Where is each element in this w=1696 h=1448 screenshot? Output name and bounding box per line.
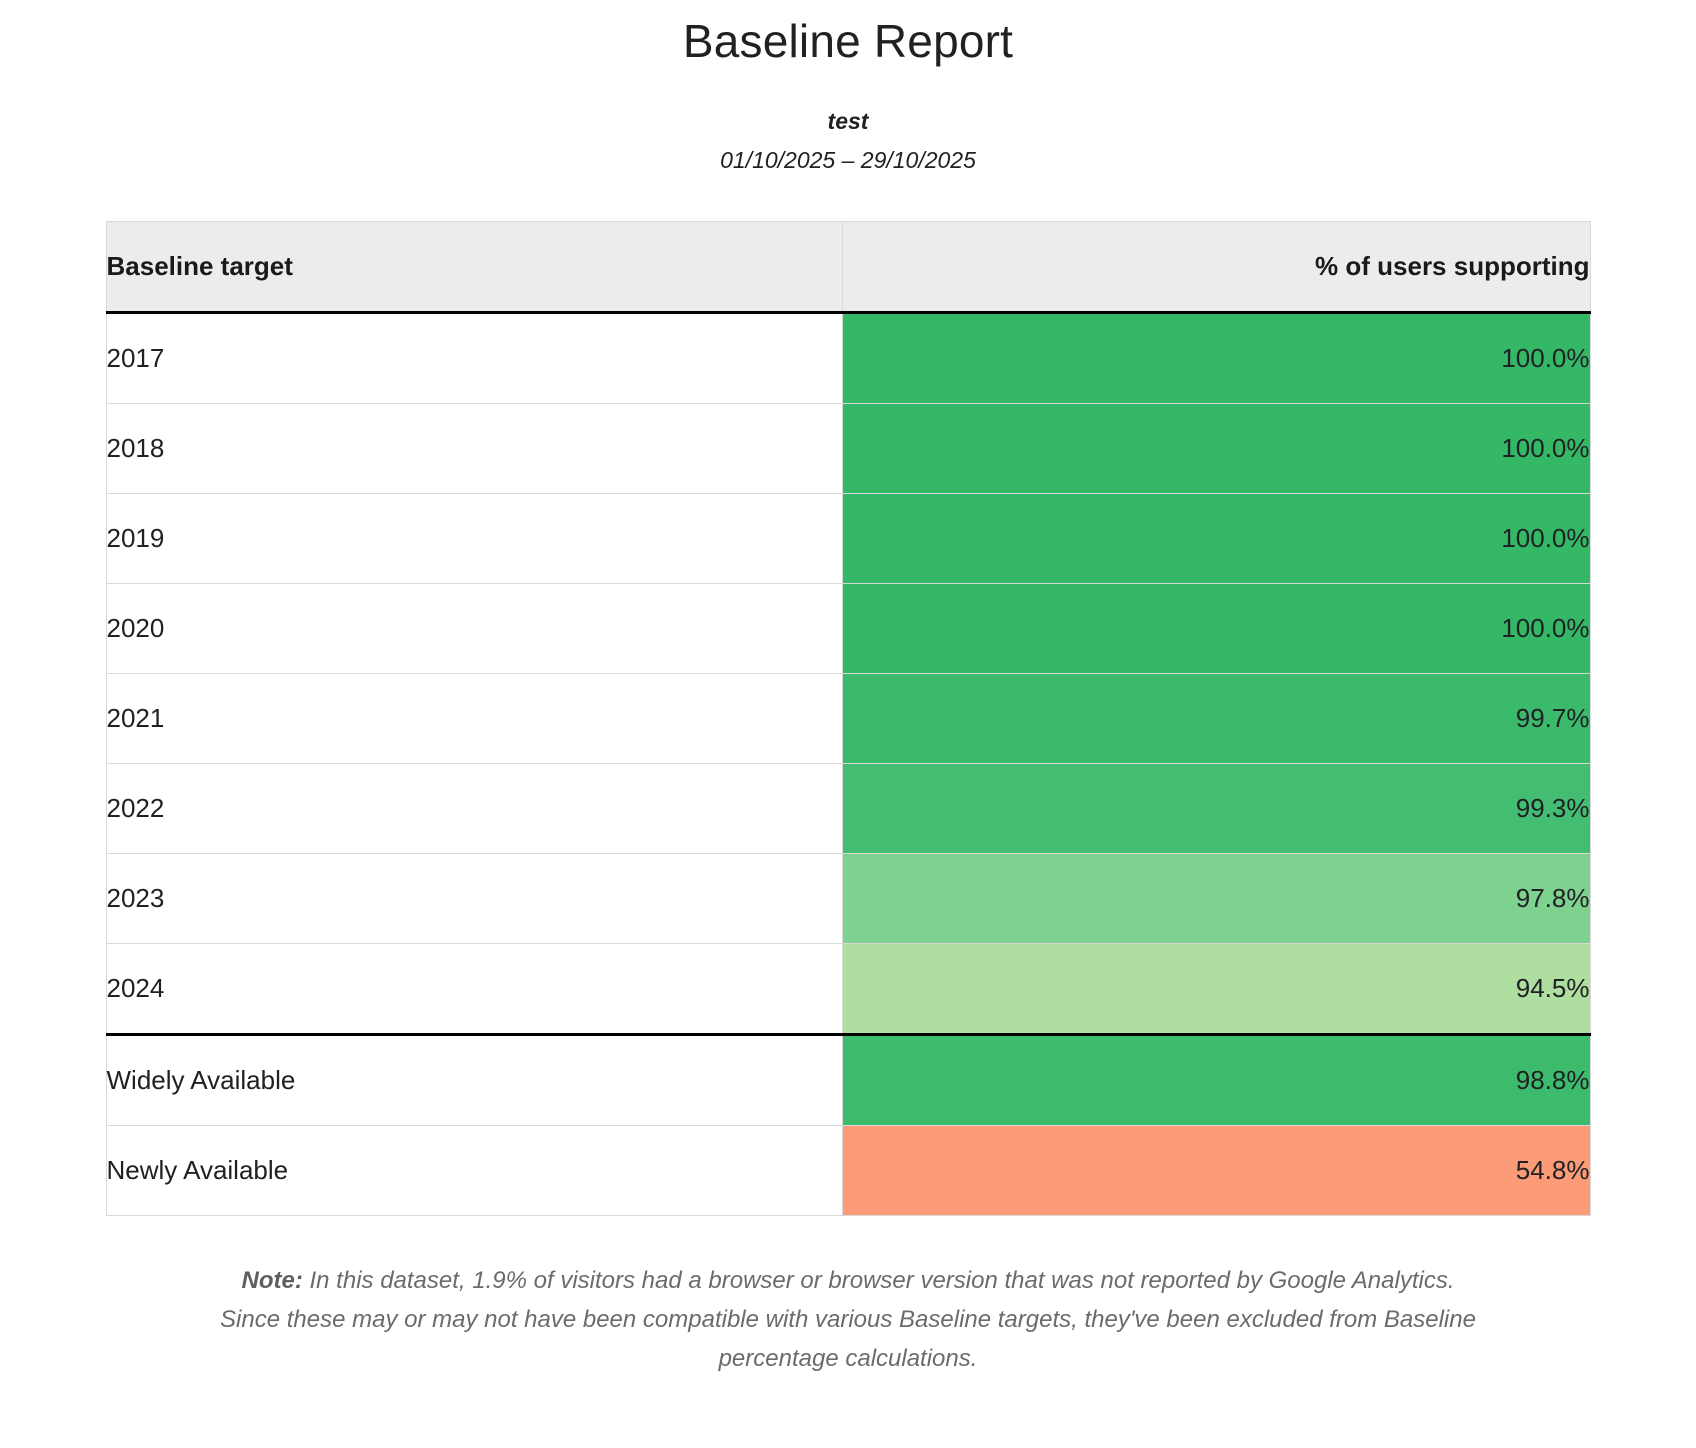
table-row (106, 1035, 1590, 1126)
cell-baseline-target: 2017 (106, 313, 842, 404)
date-range: 01/10/2025 – 29/10/2025 (720, 146, 976, 173)
cell-baseline-target: 2024 (106, 944, 842, 1035)
cell-percent-supporting: 99.3% (842, 764, 1590, 854)
cell-baseline-target: Newly Available (106, 1126, 842, 1216)
column-header-baseline-target: Baseline target (106, 222, 842, 313)
cell-percent-supporting: 94.5% (842, 944, 1590, 1035)
baseline-table (106, 221, 1591, 1216)
cell-baseline-target: 2020 (106, 584, 842, 674)
table-row (106, 854, 1590, 944)
cell-baseline-target: 2019 (106, 494, 842, 584)
page-title: Baseline Report (682, 15, 1014, 67)
table-row (106, 584, 1590, 674)
cell-percent-supporting: 100.0% (842, 313, 1590, 404)
cell-percent-supporting: 99.7% (842, 674, 1590, 764)
baseline-table-container (106, 221, 1591, 1216)
cell-percent-supporting: 100.0% (842, 584, 1590, 674)
footnote-label: Note: (241, 1267, 303, 1294)
table-row (106, 1126, 1590, 1216)
cell-baseline-target: 2023 (106, 854, 842, 944)
table-row (106, 494, 1590, 584)
footnote-text: In this dataset, 1.9% of visitors had a browser or browser version that was not reported by Google Analytics. Since these may or may not have been compatible with various Baseline targets, they've been excluded from Baseline percentage calculations. (220, 1267, 1476, 1372)
table-row (106, 404, 1590, 494)
footnote (213, 1262, 1483, 1379)
cell-percent-supporting: 100.0% (842, 494, 1590, 584)
cell-percent-supporting: 97.8% (842, 854, 1590, 944)
cell-percent-supporting: 100.0% (842, 404, 1590, 494)
cell-baseline-target: 2021 (106, 674, 842, 764)
cell-baseline-target: Widely Available (106, 1035, 842, 1126)
column-header-percent-supporting: % of users supporting (842, 222, 1590, 313)
cell-baseline-target: 2018 (106, 404, 842, 494)
report-subtitle (0, 104, 1696, 177)
table-row (106, 313, 1590, 404)
table-row (106, 944, 1590, 1035)
table-row (106, 764, 1590, 854)
cell-percent-supporting: 98.8% (842, 1035, 1590, 1126)
property-name: test (827, 108, 869, 134)
cell-baseline-target: 2022 (106, 764, 842, 854)
table-row (106, 674, 1590, 764)
table-header (106, 222, 1590, 313)
table-header-row (106, 222, 1590, 313)
table-body (106, 313, 1590, 1216)
cell-percent-supporting: 54.8% (842, 1126, 1590, 1216)
